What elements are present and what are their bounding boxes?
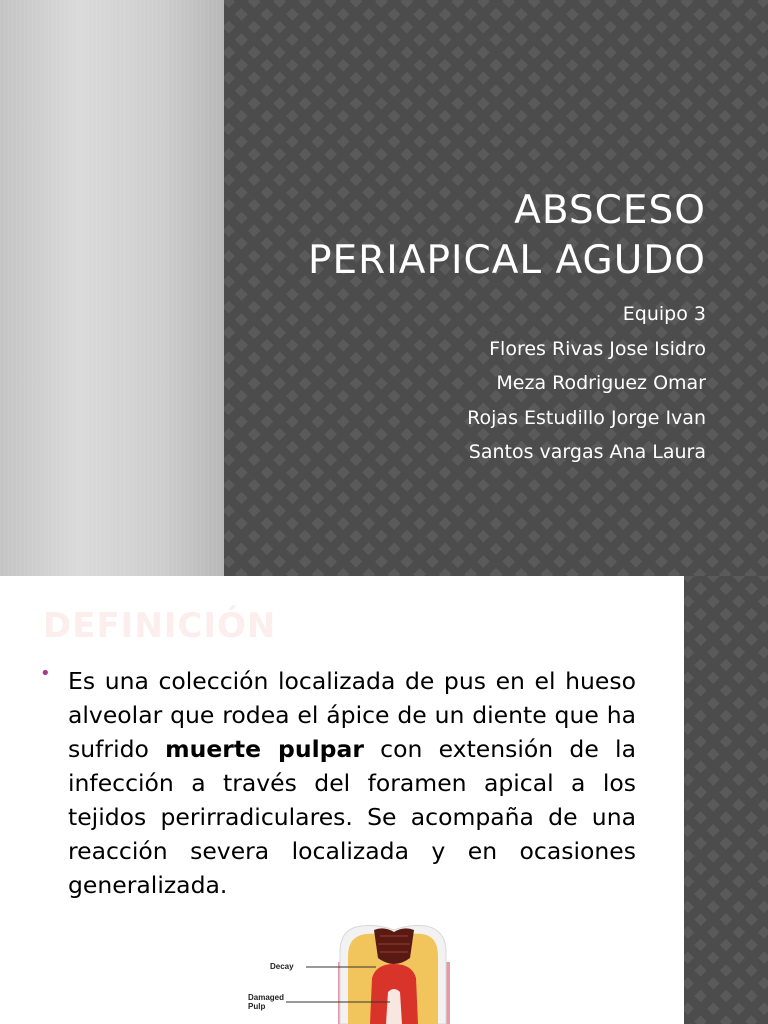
definition-slide (0, 576, 684, 1024)
slide-title (226, 186, 706, 286)
tooth-diagram (244, 922, 454, 1024)
silver-texture-panel (0, 0, 224, 576)
team-name: Equipo 3 (622, 303, 706, 325)
slide-heading: DEFINICIÓN (43, 606, 277, 646)
damaged-pulp-label-2: Pulp (248, 1002, 266, 1011)
diamond-pattern-strip (684, 576, 768, 1024)
team-member: Santos vargas Ana Laura (468, 441, 706, 463)
bullet-icon: • (40, 663, 51, 684)
paragraph-text-2: con extensión de la infección a través del foramen apical a los tejidos perirradiculares. Se acompaña de una reacción severa localizada y en ocasiones generalizada. (68, 735, 636, 899)
team-member: Meza Rodriguez Omar (496, 372, 706, 394)
team-member: Rojas Estudillo Jorge Ivan (467, 406, 706, 429)
damaged-pulp-label-1: Damaged (248, 993, 285, 1002)
decay-cavity (374, 928, 414, 964)
team-list (467, 297, 706, 470)
team-member: Flores Rivas Jose Isidro (489, 337, 706, 360)
root-canal (386, 989, 402, 1024)
definition-paragraph (68, 664, 636, 902)
paragraph-bold-term: muerte pulpar (165, 735, 364, 763)
paragraph-text-1: Es una colección localizada de pus en el hueso alveolar que rodea el ápice de un diente que ha sufrido (68, 667, 636, 763)
title-line-2: PERIAPICAL AGUDO (308, 238, 706, 283)
diamond-pattern-panel (224, 0, 768, 576)
decay-label: Decay (270, 962, 294, 971)
title-line-1: ABSCESO (514, 188, 706, 233)
